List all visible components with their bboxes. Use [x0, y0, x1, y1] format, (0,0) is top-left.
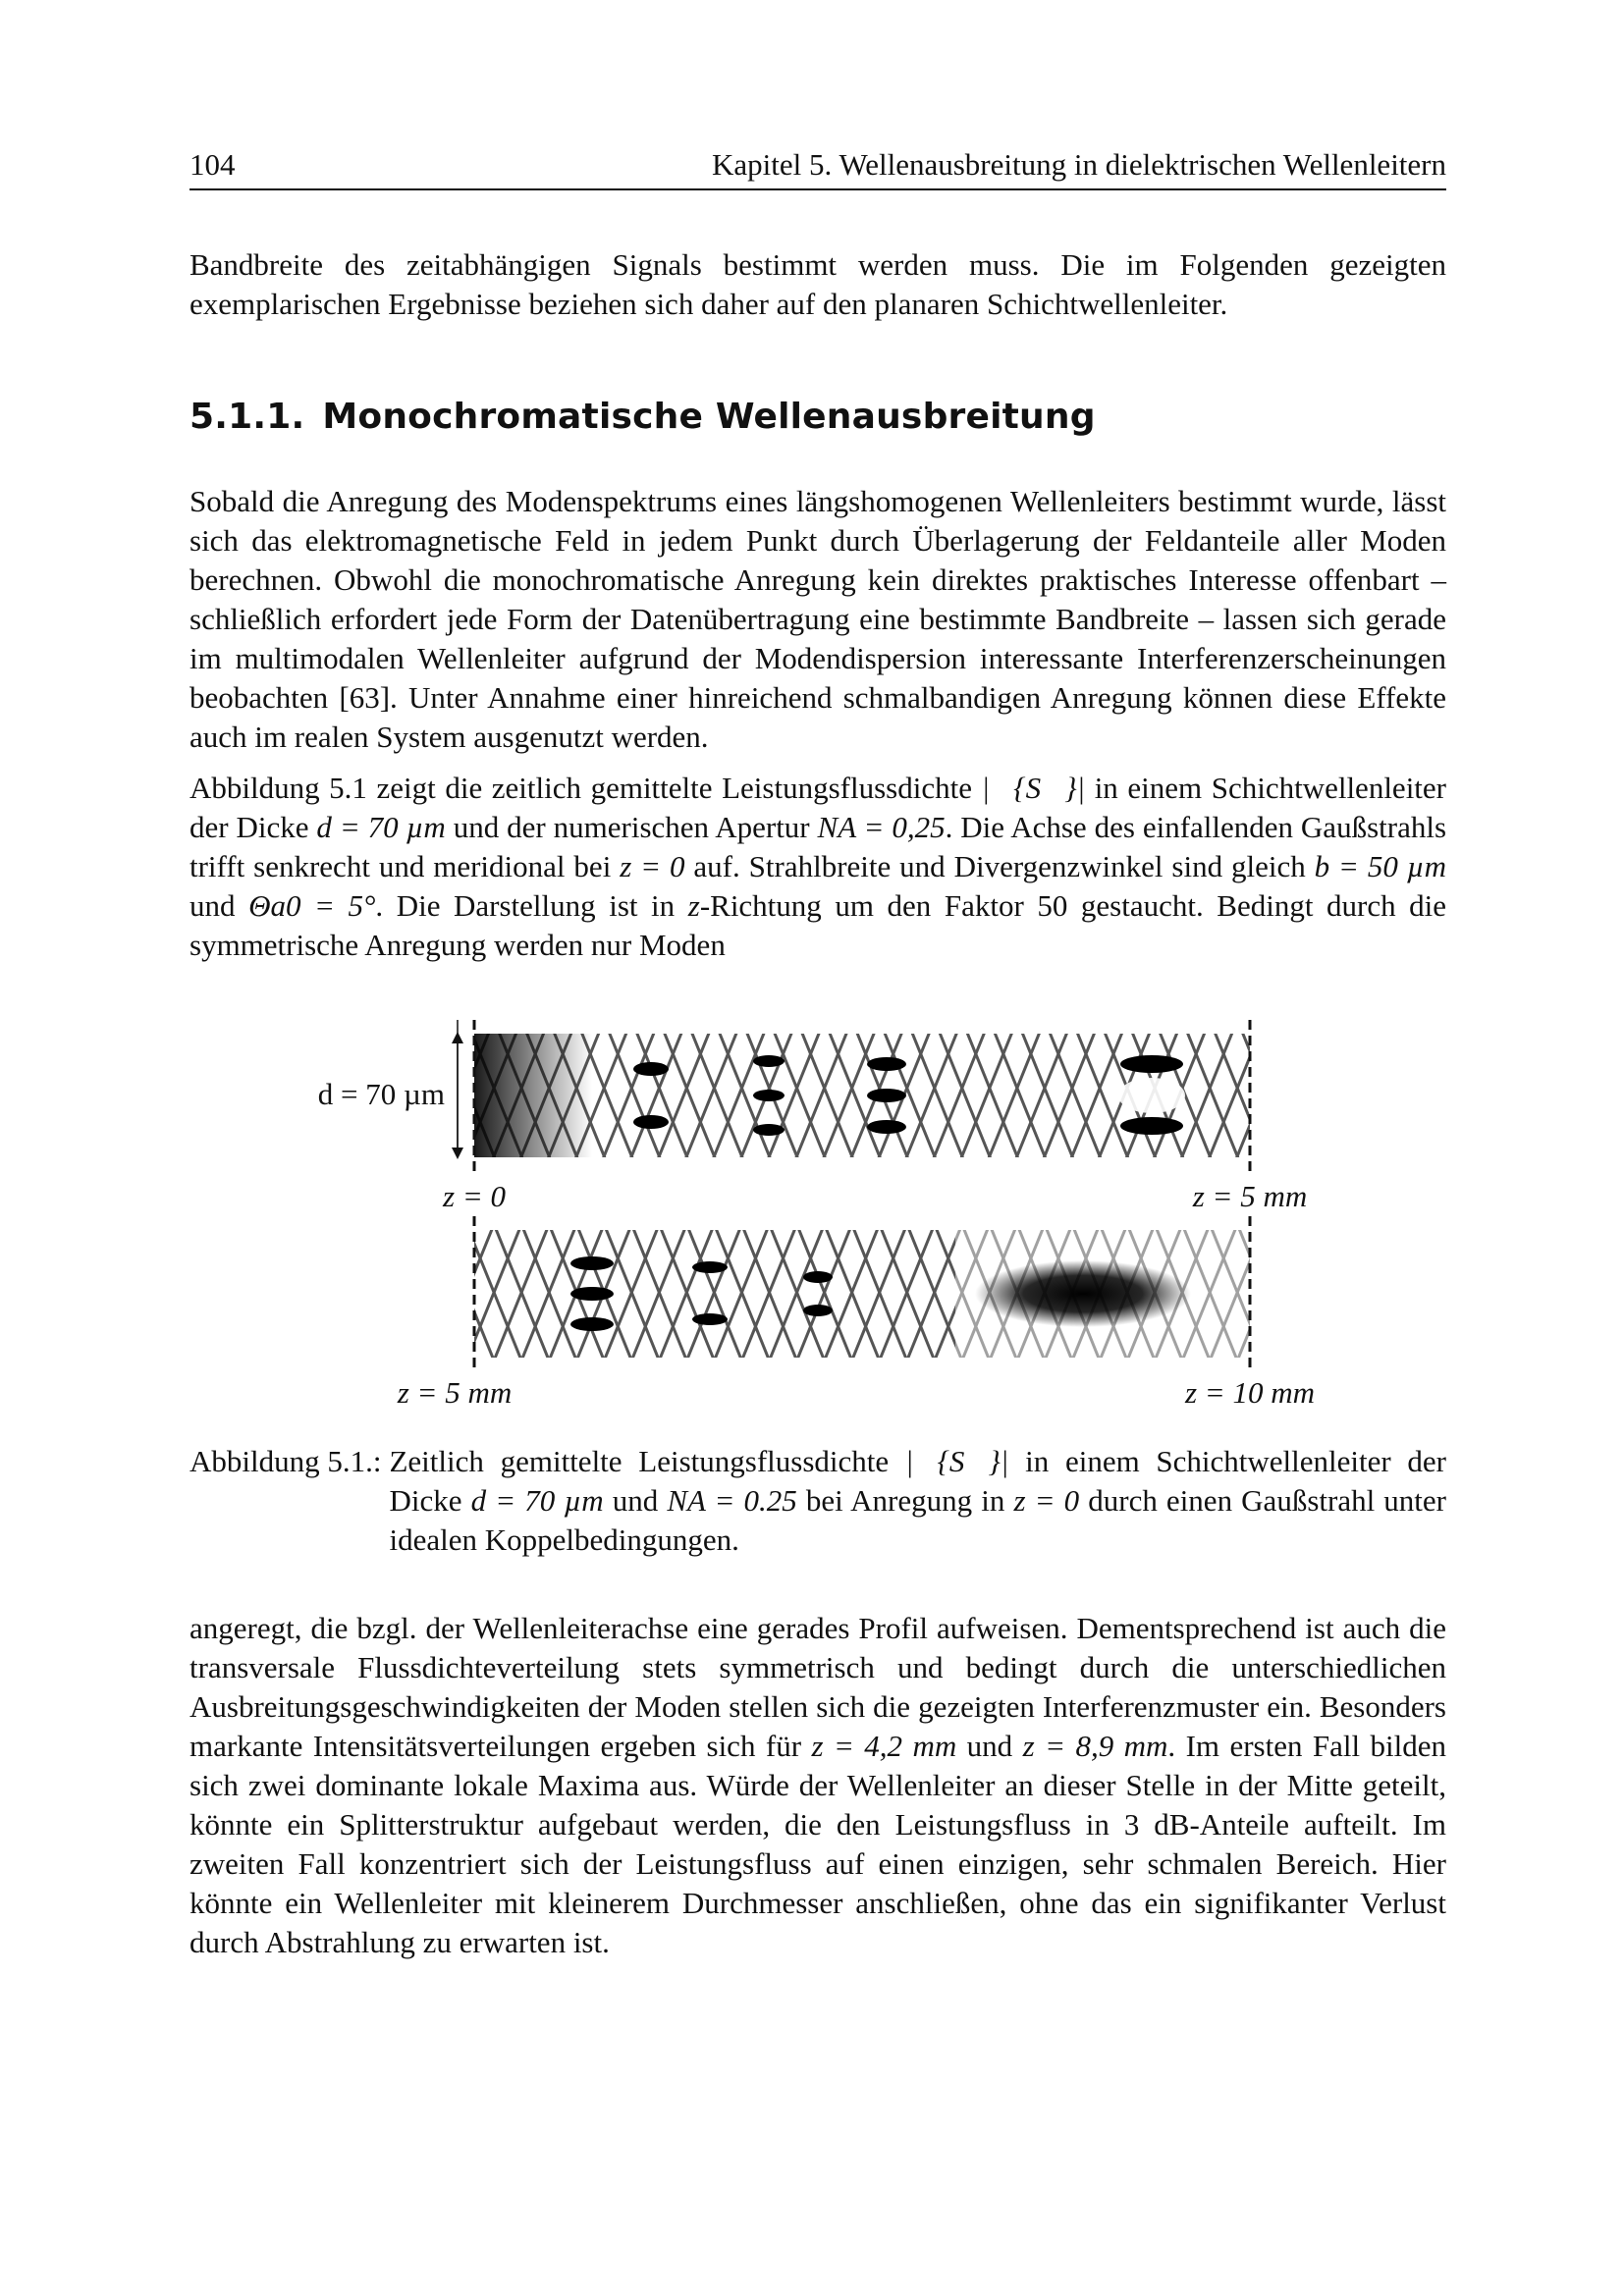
z-label-top-start: z = 0: [443, 1179, 506, 1213]
math-divergence: Θa0 = 5°: [248, 888, 376, 923]
intensity-maximum: [1120, 1055, 1183, 1073]
paragraph-2-text: Abbildung 5.1 zeigt die zeitlich gemittelte Leistungsflussdichte: [189, 771, 982, 805]
intensity-spot: [867, 1089, 906, 1102]
intensity-maximum: [1120, 1117, 1183, 1135]
intensity-spot: [803, 1305, 833, 1316]
paragraph-2-text: und: [189, 888, 249, 923]
section-heading: [189, 397, 1446, 437]
arrow-down-icon: [452, 1148, 463, 1159]
intensity-spot: [753, 1090, 785, 1101]
intensity-spot: [692, 1313, 728, 1325]
z-label-bottom-end: z = 10 mm: [1184, 1375, 1316, 1410]
intensity-spot: [692, 1261, 728, 1273]
z-label-top-end: z = 5 mm: [1192, 1179, 1308, 1213]
math-z-8-9: z = 8,9 mm: [1022, 1729, 1168, 1763]
intensity-spot: [570, 1256, 614, 1270]
intensity-spot: [867, 1057, 906, 1071]
paragraph-2-text: . Die Achse des einfallenden Gaußstrahls trifft senkrecht und meridional bei: [189, 810, 1447, 883]
z-label-bottom-start: z = 5 mm: [397, 1375, 513, 1410]
paragraph-3-text: und: [956, 1729, 1023, 1763]
page-number: 104: [189, 147, 236, 182]
math-numerical-aperture: NA = 0.25: [667, 1483, 797, 1518]
caption-text-part: durch einen Gaußstrahl unter idealen Koppelbedingungen.: [389, 1483, 1446, 1557]
math-poynting: |ℜ{S⃗}|: [904, 1444, 1009, 1478]
intensity-spot: [803, 1271, 833, 1283]
paragraph-3-text: angeregt, die bzgl. der Wellenleiterachse eine gerades Profil aufweisen. Dementsprechend ist auch die transversale Flussdichteverteilung stets symmetrisch und bedingt durch die unterschiedlichen Ausbreitungsgeschwindigkeiten der Moden stellen sich die gezeigten Interferenzmuster ein. Besonders markante Intensitätsverteilungen ergeben sich für: [189, 1611, 1446, 1763]
math-beam-width: b = 50 µm: [1314, 849, 1447, 883]
paragraph-2-text: in einem Schichtwellenleiter der Dicke: [189, 771, 1446, 844]
intensity-spot: [867, 1120, 906, 1134]
page: [189, 147, 1446, 1962]
intro-paragraph: Bandbreite des zeitabhängigen Signals bestimmt werden muss. Die im Folgenden gezeigten exemplarischen Ergebnisse beziehen sich daher auf den planaren Schichtwellenleiter.: [189, 247, 1446, 321]
caption-text-part: und: [603, 1483, 668, 1518]
paragraph-2: [189, 769, 1446, 965]
intensity-spot: [753, 1055, 785, 1067]
section-number: 5.1.1.: [189, 397, 305, 437]
math-thickness: d = 70 µm: [316, 810, 446, 844]
paragraph-2-text: auf. Strahlbreite und Divergenzwinkel sind gleich: [684, 849, 1315, 883]
caption-label: Abbildung 5.1.:: [189, 1444, 382, 1478]
section-title: Monochromatische Wellenausbreitung: [322, 397, 1096, 437]
paragraph-2-text: -Richtung um den Faktor 50 gestaucht. Bedingt durch die symmetrische Anregung werden nur Moden: [189, 888, 1447, 962]
math-z-zero: z = 0: [620, 849, 685, 883]
waveguide-panel-bottom: [474, 1230, 1250, 1358]
math-numerical-aperture: NA = 0,25: [817, 810, 946, 844]
intensity-spot: [570, 1317, 614, 1331]
intensity-spot: [570, 1287, 614, 1301]
caption-text-part: Zeitlich gemittelte Leistungsflussdichte: [389, 1444, 905, 1478]
running-header: [189, 147, 1446, 190]
math-z: z: [687, 888, 700, 923]
math-thickness: d = 70 µm: [470, 1483, 604, 1518]
paragraph-2-text: . Die Darstellung ist in: [375, 888, 688, 923]
chapter-title: Kapitel 5. Wellenausbreitung in dielektrischen Wellenleitern: [712, 147, 1446, 182]
paragraph-2-text: und der numerischen Apertur: [445, 810, 818, 844]
caption-text: [389, 1442, 1446, 1560]
waveguide-figure: [189, 1020, 1446, 1432]
intensity-spot: [633, 1062, 669, 1076]
caption-text-part: in einem Schichtwellenleiter der Dicke: [389, 1444, 1446, 1518]
focus-point: [975, 1260, 1191, 1327]
math-poynting: |ℜ{S⃗}|: [981, 771, 1086, 805]
paragraph-1: Sobald die Anregung des Modenspektrums eines längshomogenen Wellenleiters bestimmt wurde, lässt sich das elektromagnetische Feld in jedem Punkt durch Überlagerung der Feldanteile aller Moden berechnen. Obwohl die monochromatische Anregung kein direktes praktisches Interesse offenbart – schließlich erfordert jede Form der Datenübertragung eine bestimmte Bandbreite – lassen sich gerade im multimodalen Wellenleiter aufgrund der Modendispersion interessante Interferenzerscheinungen beobachten [63]. Unter Annahme einer hinreichend schmalbandigen Anregung können diese Effekte auch im realen System ausgenutzt werden.: [189, 484, 1446, 754]
thickness-label: d = 70 µm: [317, 1077, 445, 1111]
figure-5-1: [189, 1020, 1446, 1432]
paragraph-3: [189, 1609, 1446, 1962]
paragraph-3-text: . Im ersten Fall bilden sich zwei dominante lokale Maxima aus. Würde der Wellenleiter an dieser Stelle in der Mitte geteilt, könnte ein Splitterstruktur aufgebaut werden, die den Leistungsfluss in 3 dB-Anteile aufteilt. Im zweiten Fall konzentriert sich der Leistungsfluss auf einen einzigen, sehr schmalen Bereich. Hier könnte ein Wellenleiter mit kleinerem Durchmesser anschließen, ohne das ein signifikanter Verlust durch Abstrahlung zu erwarten ist.: [189, 1729, 1447, 1959]
math-z-4-2: z = 4,2 mm: [811, 1729, 957, 1763]
arrow-up-icon: [452, 1032, 463, 1043]
intensity-spot: [753, 1124, 785, 1136]
caption-text-part: bei Anregung in: [796, 1483, 1014, 1518]
math-z-zero: z = 0: [1013, 1483, 1080, 1518]
figure-caption: [189, 1442, 1446, 1560]
intensity-spot: [633, 1115, 669, 1129]
waveguide-panel-top: [474, 1034, 1250, 1157]
